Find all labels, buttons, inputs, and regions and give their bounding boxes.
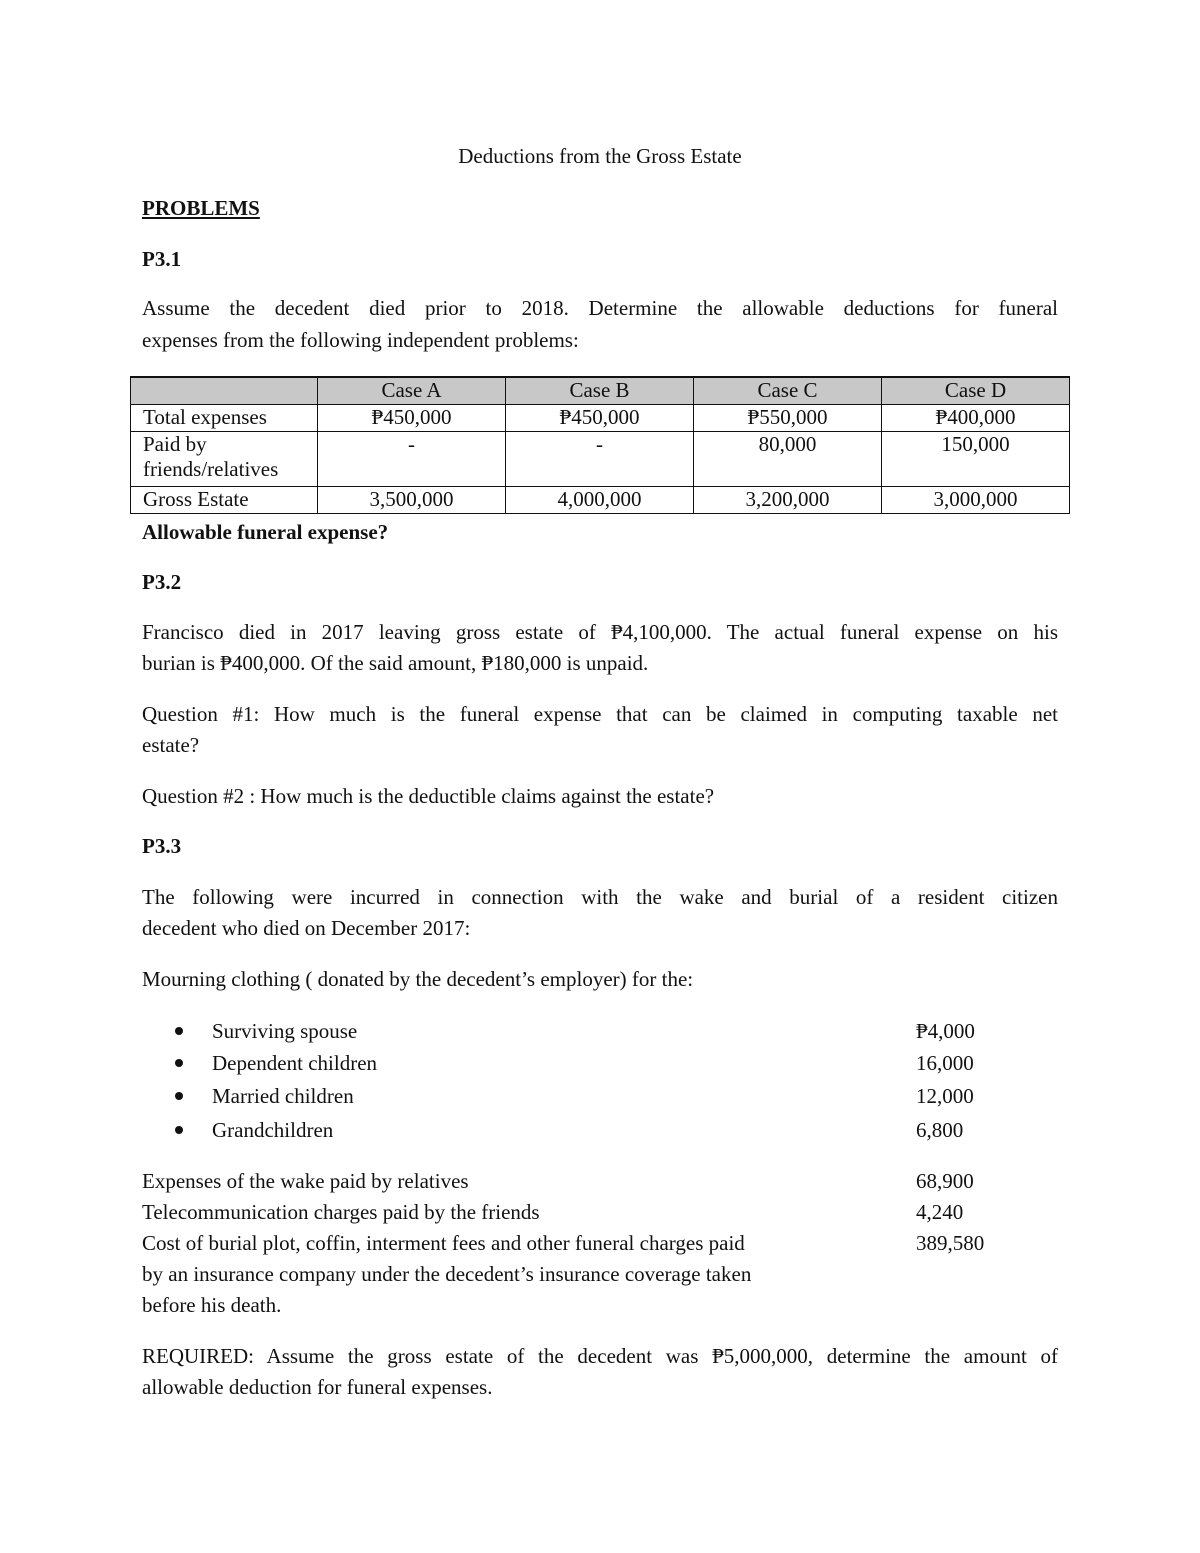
table-cell: 80,000	[694, 432, 882, 487]
bullet-label: Surviving spouse	[212, 1019, 358, 1043]
problems-heading: PROBLEMS	[142, 196, 260, 220]
bullet-icon	[175, 1059, 183, 1067]
p31-question: Allowable funeral expense?	[142, 520, 389, 544]
bullet-amount: 16,000	[916, 1051, 974, 1075]
table-header-cell: Case D	[882, 377, 1070, 405]
table-cell: ₱450,000	[506, 405, 694, 432]
p31-intro-line1: Assume the decedent died prior to 2018. Determine the allowable deductions for funeral	[142, 296, 1058, 320]
burial-line1: Cost of burial plot, coffin, interment fees and other funeral charges paid	[142, 1231, 745, 1255]
bullet-label: Married children	[212, 1084, 354, 1108]
row-label: Total expenses	[131, 405, 318, 432]
item-label: Telecommunication charges paid by the friends	[142, 1200, 540, 1224]
burial-line3: before his death.	[142, 1293, 282, 1317]
p33-mourning: Mourning clothing ( donated by the decedent’s employer) for the:	[142, 967, 694, 991]
row-label-line2: friends/relatives	[143, 457, 279, 481]
bullet-label: Dependent children	[212, 1051, 378, 1075]
row-label: Gross Estate	[131, 487, 318, 514]
table-cell: 3,200,000	[694, 487, 882, 514]
table-header-cell: Case C	[694, 377, 882, 405]
p32-question2: Question #2 : How much is the deductible claims against the estate?	[142, 784, 715, 808]
required-line1: REQUIRED: Assume the gross estate of the decedent was ₱5,000,000, determine the amount of	[142, 1344, 1058, 1368]
table-header-cell	[131, 377, 318, 405]
page-title: Deductions from the Gross Estate	[458, 144, 742, 168]
table-row	[131, 432, 1070, 487]
bullet-icon	[175, 1092, 183, 1100]
bullet-amount: 12,000	[916, 1084, 974, 1108]
burial-amount: 389,580	[916, 1231, 985, 1255]
bullet-label: Grandchildren	[212, 1118, 334, 1142]
item-amount: 68,900	[916, 1169, 974, 1193]
required-line2: allowable deduction for funeral expenses.	[142, 1375, 493, 1399]
p32-text-line2: burian is ₱400,000. Of the said amount, ₱180,000 is unpaid.	[142, 651, 649, 675]
p31-label: P3.1	[142, 247, 182, 271]
burial-line2: by an insurance company under the decedent’s insurance coverage taken	[142, 1262, 752, 1286]
table-cell: -	[318, 432, 506, 487]
table-cell: ₱450,000	[318, 405, 506, 432]
table-cell: ₱400,000	[882, 405, 1070, 432]
table-row	[131, 487, 1070, 514]
cases-table	[130, 376, 1070, 514]
bullet-amount: 6,800	[916, 1118, 964, 1142]
p31-intro-line2: expenses from the following independent problems:	[142, 328, 579, 352]
table-row	[131, 405, 1070, 432]
bullet-icon	[175, 1126, 183, 1134]
table-cell: 4,000,000	[506, 487, 694, 514]
table-cell: ₱550,000	[694, 405, 882, 432]
table-header-row	[131, 377, 1070, 405]
table-cell: 150,000	[882, 432, 1070, 487]
p32-label: P3.2	[142, 570, 182, 594]
table-header-cell: Case A	[318, 377, 506, 405]
item-amount: 4,240	[916, 1200, 964, 1224]
p33-intro-line1: The following were incurred in connection with the wake and burial of a resident citizen	[142, 885, 1058, 909]
table-cell: 3,000,000	[882, 487, 1070, 514]
table-cell: 3,500,000	[318, 487, 506, 514]
p33-intro-line2: decedent who died on December 2017:	[142, 916, 471, 940]
table-header-cell: Case B	[506, 377, 694, 405]
p32-text-line1: Francisco died in 2017 leaving gross estate of ₱4,100,000. The actual funeral expense on his	[142, 620, 1058, 644]
p32-question1-line2: estate?	[142, 733, 200, 757]
row-label	[131, 432, 318, 487]
item-label: Expenses of the wake paid by relatives	[142, 1169, 469, 1193]
bullet-icon	[175, 1027, 183, 1035]
p33-label: P3.3	[142, 834, 182, 858]
bullet-amount: ₱4,000	[916, 1019, 975, 1043]
p32-question1-line1: Question #1: How much is the funeral expense that can be claimed in computing taxable net	[142, 702, 1058, 726]
row-label-line1: Paid by	[143, 432, 207, 456]
table-cell: -	[506, 432, 694, 487]
